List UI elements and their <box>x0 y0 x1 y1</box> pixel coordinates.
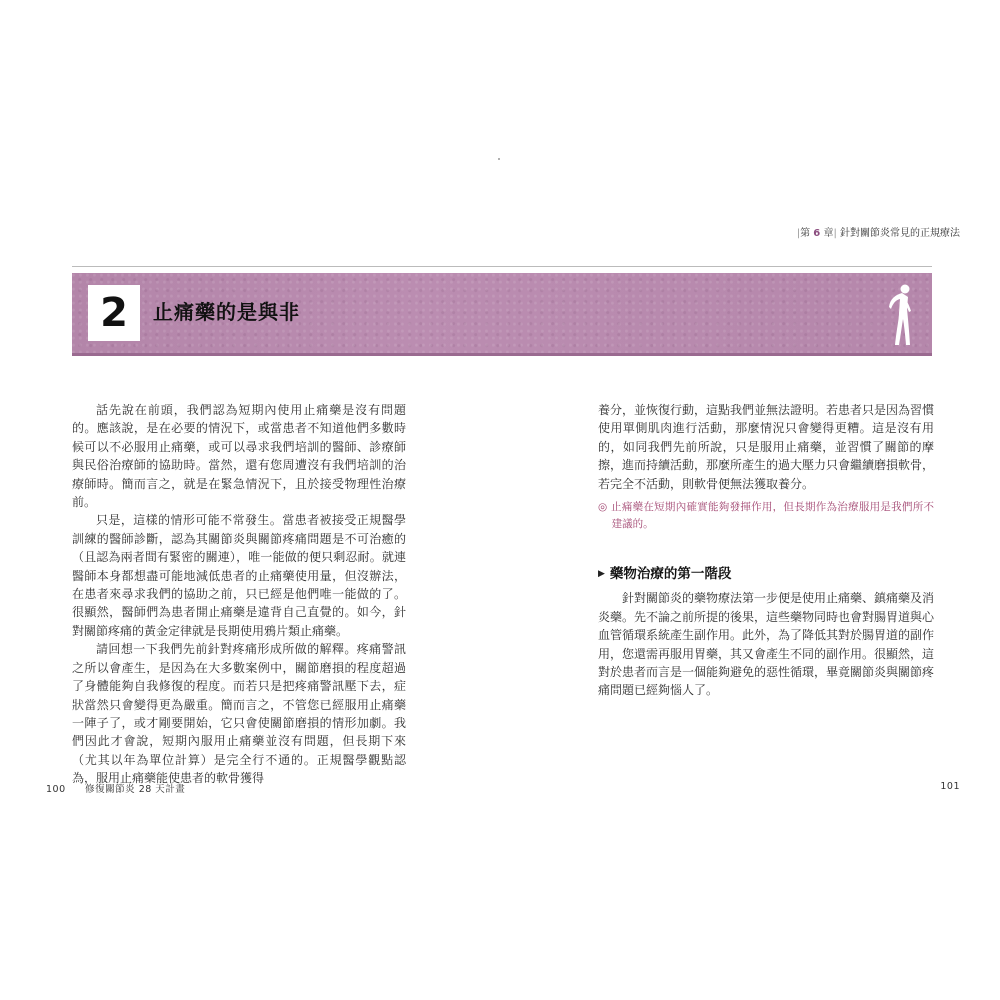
chapter-header: |第 6 章| 針對關節炎常見的正規療法 <box>796 228 960 239</box>
right-page-number: 101 <box>940 781 960 792</box>
paragraph: 針對關節炎的藥物療法第一步便是使用止痛藥、鎮痛藥及消炎藥。先不論之前所提的後果，這些藥物同時也會對腸胃道與心血管循環系統產生副作用。此外，為了降低其對於腸胃道的副作用，您還需再服用胃藥，其又會產生不同的副作用。很顯然，這對於患者而言是一個能夠避免的惡性循環，畢竟關節炎與關節疼痛問題已經夠惱人了。 <box>598 591 935 698</box>
paragraph: 話先說在前頭，我們認為短期內使用止痛藥是沒有問題的。應該說，是在必要的情況下，或當患者不知道他們多數時候可以不必服用止痛藥，或可以尋求我們培訓的醫師、診療師與民俗治療師的協助時。當然，還有您周遭沒有我們培訓的治療師時。簡而言之，就是在緊急情況下，且於接受物理性治療前。 <box>72 403 406 510</box>
callout-note: ◎ 止痛藥在短期內確實能夠發揮作用，但長期作為治療服用是我們所不建議的。 <box>598 501 934 531</box>
left-column <box>72 401 406 788</box>
book-title: 修復關節炎 28 天計畫 <box>85 784 186 795</box>
left-page-number: 100 <box>46 784 66 795</box>
paragraph: 只是，這樣的情形可能不常發生。當患者被接受正規醫學訓練的醫師診斷，認為其關節炎與關節疼痛問題是不可治癒的（且認為兩者間有緊密的關連），唯一能做的便只剩忍耐。就連醫師本身都想盡可能地減低患者的止痛藥使用量，但沒辦法，在患者來尋求我們的協助之前，只已經是他們唯一能做的了。很顯然，醫師們為患者開止痛藥是違背自己直覺的。如今，針對關節疼痛的黃金定律就是長期使用鴉片類止痛藥。 <box>72 513 406 638</box>
section-title: 止痛藥的是與非 <box>153 300 300 324</box>
triangle-bullet-icon: ▶ <box>598 569 605 580</box>
chapter-number: 6 <box>813 228 821 239</box>
footer-left <box>46 781 185 795</box>
subheading <box>598 565 934 583</box>
paragraph-continued: 養分，並恢復行動，這點我們並無法證明。若患者只是因為習慣使用單側肌肉進行活動，那麼情況只會變得更糟。這是沒有用的，如同我們先前所說，只是服用止痛藥，並習慣了關節的摩擦，進而持續活動，那麼所產生的過大壓力只會繼續磨損軟骨，若完全不活動，則軟骨便無法獲取養分。 <box>598 403 935 491</box>
chapter-suffix: 章 <box>823 228 834 239</box>
center-dot <box>498 158 500 160</box>
chapter-title: 針對關節炎常見的正規療法 <box>840 228 960 239</box>
bending-person-icon <box>878 279 918 349</box>
paragraph: 請回想一下我們先前針對疼痛形成所做的解釋。疼痛警訊之所以會產生，是因為在大多數案例中，關節磨損的程度超過了身體能夠自我修復的程度。而若只是把疼痛警訊壓下去，症狀當然只會變得更為嚴重。簡而言之，不管您已經服用止痛藥一陣子了，或才剛要開始，它只會使關節磨損的情形加劇。我們因此才會說，短期內服用止痛藥並沒有問題，但長期下來（尤其以年為單位計算）是完全行不通的。正規醫學觀點認為，服用止痛藥能使患者的軟骨獲得 <box>72 642 406 786</box>
chapter-prefix: 第 <box>800 228 811 239</box>
subheading-text: 藥物治療的第一階段 <box>609 566 732 583</box>
section-number: 2 <box>88 285 140 341</box>
right-column <box>598 401 934 700</box>
header-divider <box>72 266 932 267</box>
